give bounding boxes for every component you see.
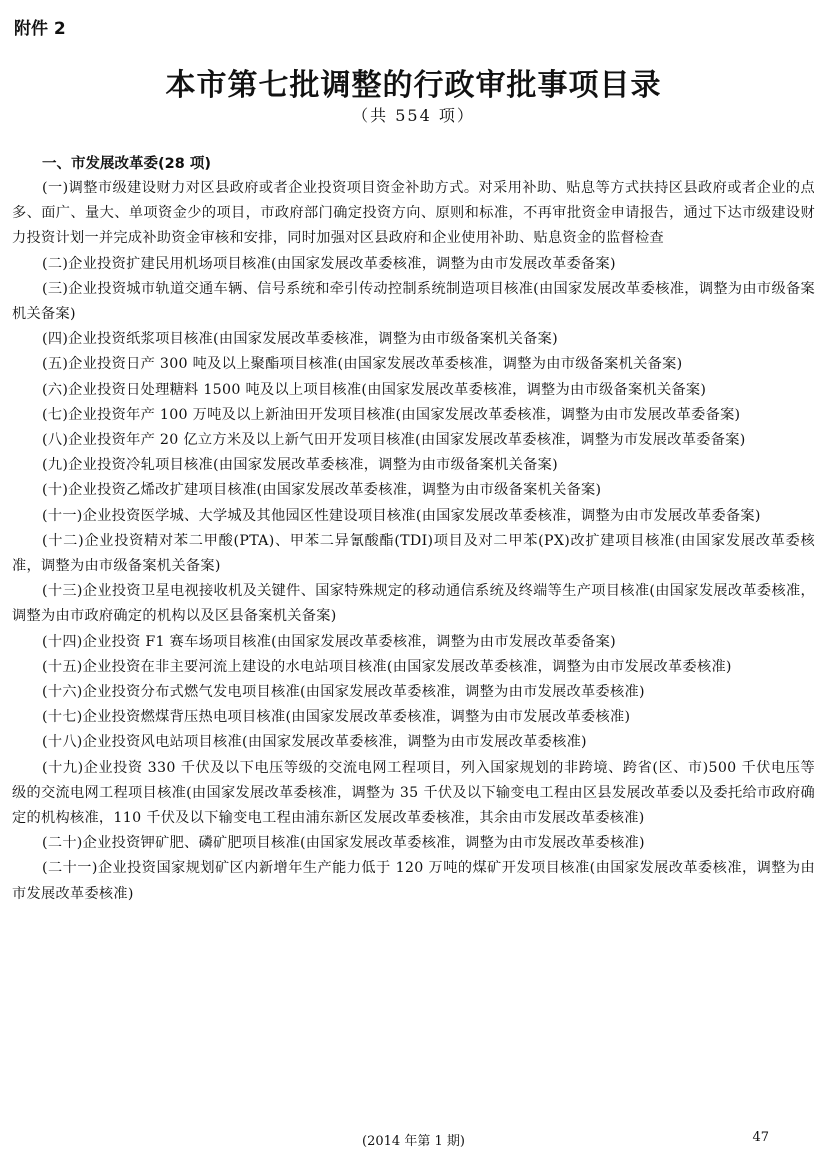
attachment-label: 附件 2 xyxy=(14,19,66,39)
list-item: (十一)企业投资医学城、大学城及其他园区性建设项目核准(由国家发展改革委核准，调整为由市发展改革委备案) xyxy=(42,507,761,524)
list-item: (九)企业投资冷轧项目核准(由国家发展改革委核准，调整为由市级备案机关备案) xyxy=(42,457,558,474)
list-item: (五)企业投资日产 300 吨及以上聚酯项目核准(由国家发展改革委核准，调整为由市级备案机关备案) xyxy=(42,356,683,373)
list-item: (十六)企业投资分布式燃气发电项目核准(由国家发展改革委核准，调整为由市发展改革委核准) xyxy=(42,684,645,701)
list-item: (十八)企业投资风电站项目核准(由国家发展改革委核准，调整为由市发展改革委核准) xyxy=(42,734,587,751)
page-title: 本市第七批调整的行政审批事项目录 xyxy=(165,68,662,103)
list-item: (二十)企业投资钾矿肥、磷矿肥项目核准(由国家发展改革委核准，调整为由市发展改革委核准) xyxy=(42,835,645,852)
section-heading: 一、市发展改革委(28 项) xyxy=(42,156,211,172)
page-subtitle: （共 554 项） xyxy=(352,106,475,125)
list-item: (一)调整市级建设财力对区县政府或者企业投资项目资金补助方式。对采用补助、贴息等方式扶持区县政府或者企业的点多、面广、量大、单项资金少的项目，市政府部门确定投资方向、原则和标准，不再审批资金申请报告，通过下达市级建设财力投资计划一并完成补助资金审核和安排，同时加强对区县政府和企业使用补助、贴息资金的监督检查 xyxy=(12,180,815,247)
list-item: (三)企业投资城市轨道交通车辆、信号系统和牵引传动控制系统制造项目核准(由国家发展改革委核准，调整为由市级备案机关备案) xyxy=(12,280,815,323)
list-item: (十二)企业投资精对苯二甲酸(PTA)、甲苯二异氰酸酯(TDI)项目及对二甲苯(PX)改扩建项目核准(由国家发展改革委核准，调整为由市级备案机关备案) xyxy=(12,532,815,575)
list-item: (四)企业投资纸浆项目核准(由国家发展改革委核准，调整为由市级备案机关备案) xyxy=(42,331,558,348)
page-number: 47 xyxy=(752,1130,769,1145)
list-item: (十四)企业投资 F1 赛车场项目核准(由国家发展改革委核准，调整为由市发展改革委备案) xyxy=(42,633,616,650)
document-body xyxy=(12,152,815,907)
list-item: (二十一)企业投资国家规划矿区内新增年生产能力低于 120 万吨的煤矿开发项目核准(由国家发展改革委核准，调整为由市发展改革委核准) xyxy=(12,860,815,902)
list-item: (二)企业投资扩建民用机场项目核准(由国家发展改革委核准，调整为由市发展改革委备案) xyxy=(42,255,616,272)
list-item: (十五)企业投资在非主要河流上建设的水电站项目核准(由国家发展改革委核准，调整为由市发展改革委核准) xyxy=(42,658,732,675)
list-item: (十七)企业投资燃煤背压热电项目核准(由国家发展改革委核准，调整为由市发展改革委核准) xyxy=(42,709,631,726)
list-item: (六)企业投资日处理糖料 1500 吨及以上项目核准(由国家发展改革委核准，调整为由市级备案机关备案) xyxy=(42,381,707,398)
list-item: (十九)企业投资 330 千伏及以下电压等级的交流电网工程项目，列入国家规划的非跨境、跨省(区、市)500 千伏电压等级的交流电网工程项目核准(由国家发展改革委核准，调整为 35 千伏及以下输变电工程由区县发展改革委以及委托给市政府确定的机构核准，110 千伏及以下输变电工程由浦东新区发展改革委核准，其余由市发展改革委核准) xyxy=(12,759,815,827)
list-item: (十三)企业投资卫星电视接收机及关键件、国家特殊规定的移动通信系统及终端等生产项目核准(由国家发展改革委核准，调整为由市政府确定的机构以及区县备案机关备案) xyxy=(12,583,815,625)
issue-label: (2014 年第 1 期) xyxy=(362,1134,465,1149)
list-item: (七)企业投资年产 100 万吨及以上新油田开发项目核准(由国家发展改革委核准，调整为由市发展改革委备案) xyxy=(42,406,741,423)
list-item: (八)企业投资年产 20 亿立方米及以上新气田开发项目核准(由国家发展改革委核准，调整为市发展改革委备案) xyxy=(42,432,746,449)
list-item: (十)企业投资乙烯改扩建项目核准(由国家发展改革委核准，调整为由市级备案机关备案) xyxy=(42,482,602,499)
